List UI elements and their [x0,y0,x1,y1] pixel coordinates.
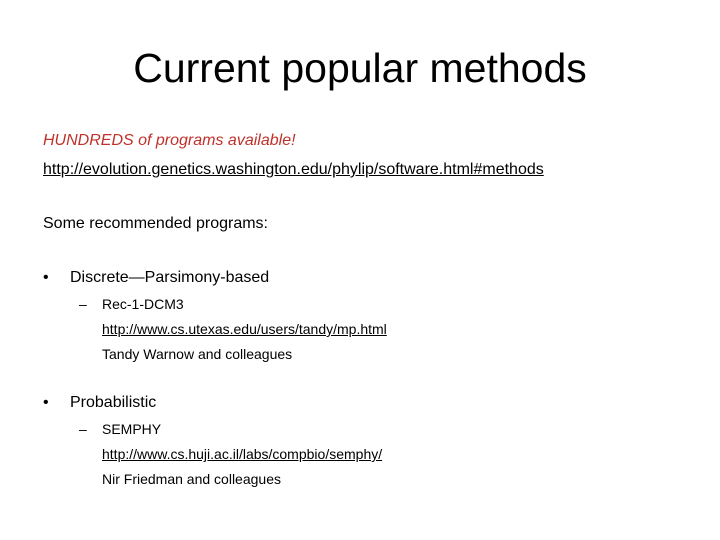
slide-title: Current popular methods [133,45,587,91]
recommended-programs-label: Some recommended programs: [43,215,268,232]
bullet-label: Discrete—Parsimony-based [70,269,270,286]
program-authors: Nir Friedman and colleagues [102,471,281,487]
bullet-label: Probabilistic [70,394,157,411]
intro-note: HUNDREDS of programs available! [43,132,296,149]
program-authors: Tandy Warnow and colleagues [102,346,293,362]
sub-item-lines [102,292,387,367]
bullet-marker: • [43,394,49,411]
program-name: Rec-1-DCM3 [102,296,184,312]
program-link[interactable]: http://www.cs.utexas.edu/users/tandy/mp.html [102,321,387,337]
bullet-marker: • [43,269,49,286]
sub-item-marker: – [79,421,87,437]
program-link[interactable]: http://www.cs.huji.ac.il/labs/compbio/semphy/ [102,446,383,462]
program-name: SEMPHY [102,421,162,437]
sub-item-marker: – [79,296,87,312]
sub-item-lines [102,417,382,492]
phylip-software-link[interactable]: http://evolution.genetics.washington.edu/phylip/software.html#methods [43,161,544,178]
